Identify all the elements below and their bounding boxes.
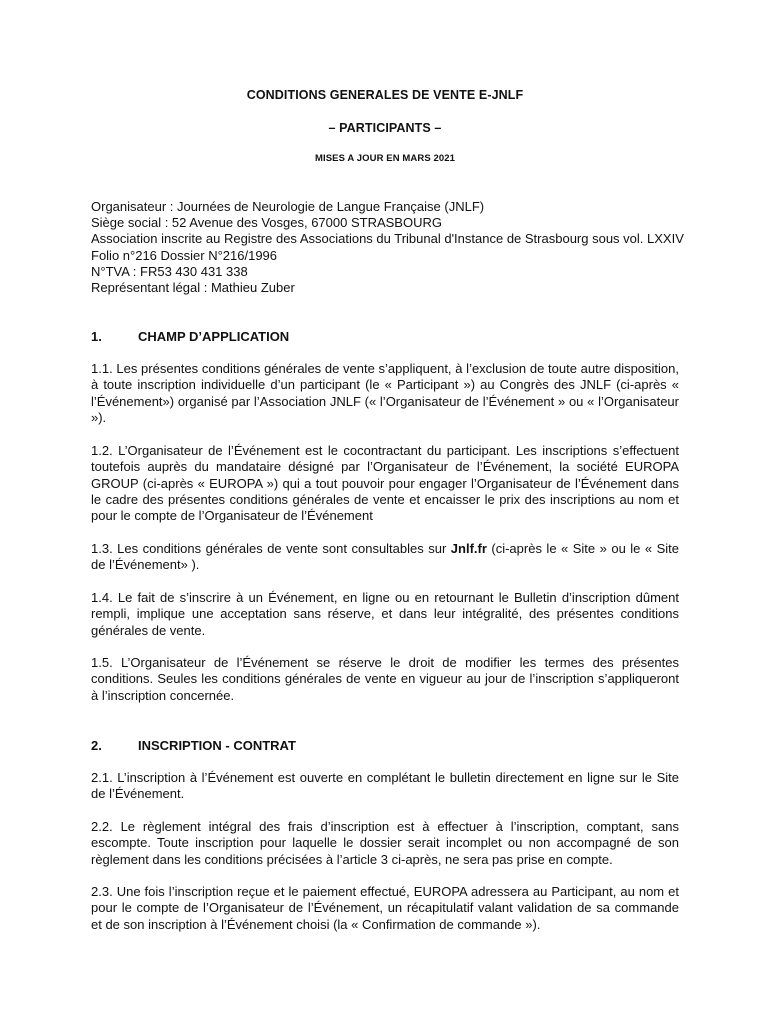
document-subtitle: – PARTICIPANTS –	[328, 121, 442, 135]
organizer-folio: Folio n°216 Dossier N°216/1996	[91, 247, 278, 263]
organizer-vat: N°TVA : FR53 430 431 338	[91, 263, 248, 279]
organizer-name: Organisateur : Journées de Neurologie de Langue Française (JNLF)	[91, 199, 485, 214]
clause-2-1: 2.1. L’inscription à l’Événement est ouverte en complétant le bulletin directement en ligne sur le Site de l’Événement.	[91, 770, 679, 802]
clause-1-2: 1.2. L’Organisateur de l’Événement est le cocontractant du participant. Les inscriptions s’effectuent toutefois auprès du mandataire désigné par l’Organisateur de l’Événement, la société EUROPA GROUP (ci-après « EUROPA ») qui a tout pouvoir pour engager l’Organisateur de l’Événement dans le cadre des présentes conditions générales de vente et encaisser le prix des inscriptions au nom et pour le compte de l’Organisateur de l’Événement	[91, 443, 679, 524]
section-1-title: CHAMP D’APPLICATION	[138, 329, 290, 344]
organizer-block	[91, 199, 691, 296]
clause-2-2: 2.2. Le règlement intégral des frais d’inscription est à effectuer à l’inscription, comptant, sans escompte. Toute inscription pour laquelle le dossier serait incomplet ou non accompagné de son règlement dans les conditions précisées à l’article 3 ci-après, ne sera pas prise en compte.	[91, 819, 679, 867]
section-1-heading	[91, 329, 289, 344]
section-2-number: 2.	[91, 738, 102, 753]
clause-1-5: 1.5. L’Organisateur de l’Événement se réserve le droit de modifier les termes des présentes conditions. Seules les conditions générales de vente en vigueur au jour de l’inscription s’appliqueront à l’inscription concernée.	[91, 655, 679, 703]
clause-1-4: 1.4. Le fait de s’inscrire à un Événement, en ligne ou en retournant le Bulletin d’inscription dûment rempli, implique une acceptation sans réserve, et dans leur intégralité, des présentes conditions générales de vente.	[91, 590, 679, 638]
update-date: MISES A JOUR EN MARS 2021	[314, 153, 456, 164]
organizer-representative: Représentant légal : Mathieu Zuber	[91, 280, 295, 296]
section-2-title: INSCRIPTION - CONTRAT	[138, 738, 296, 753]
organizer-registry: Association inscrite au Registre des Associations du Tribunal d'Instance de Strasbourg sous vol. LXXIV	[91, 231, 684, 247]
document-title: CONDITIONS GENERALES DE VENTE E-JNLF	[246, 88, 524, 102]
clause-2-3: 2.3. Une fois l’inscription reçue et le paiement effectué, EUROPA adressera au Participant, au nom et pour le compte de l’Organisateur de l’Événement, un récapitulatif valant validation de sa commande et de son inscription à l’Événement choisi (la « Confirmation de commande »).	[91, 884, 679, 932]
section-1-number: 1.	[91, 329, 102, 344]
clause-1-3-text-end: (ci-après le « Site » ou le « Site de l’Événement» ).	[91, 541, 679, 573]
section-2-heading	[91, 738, 296, 753]
site-link[interactable]: Jnlf.fr	[450, 541, 487, 556]
clause-1-3-text: 1.3. Les conditions générales de vente sont consultables sur	[91, 541, 451, 556]
organizer-address: Siège social : 52 Avenue des Vosges, 67000 STRASBOURG	[91, 215, 442, 231]
clause-1-3	[91, 541, 679, 574]
clause-1-1: 1.1. Les présentes conditions générales de vente s’appliquent, à l’exclusion de toute autre disposition, à toute inscription individuelle d’un participant (le « Participant ») au Congrès des JNLF (ci-après « l’Événement») organisé par l’Association JNLF (« l’Organisateur de l’Événement » ou « l’Organisateur »).	[91, 361, 679, 425]
